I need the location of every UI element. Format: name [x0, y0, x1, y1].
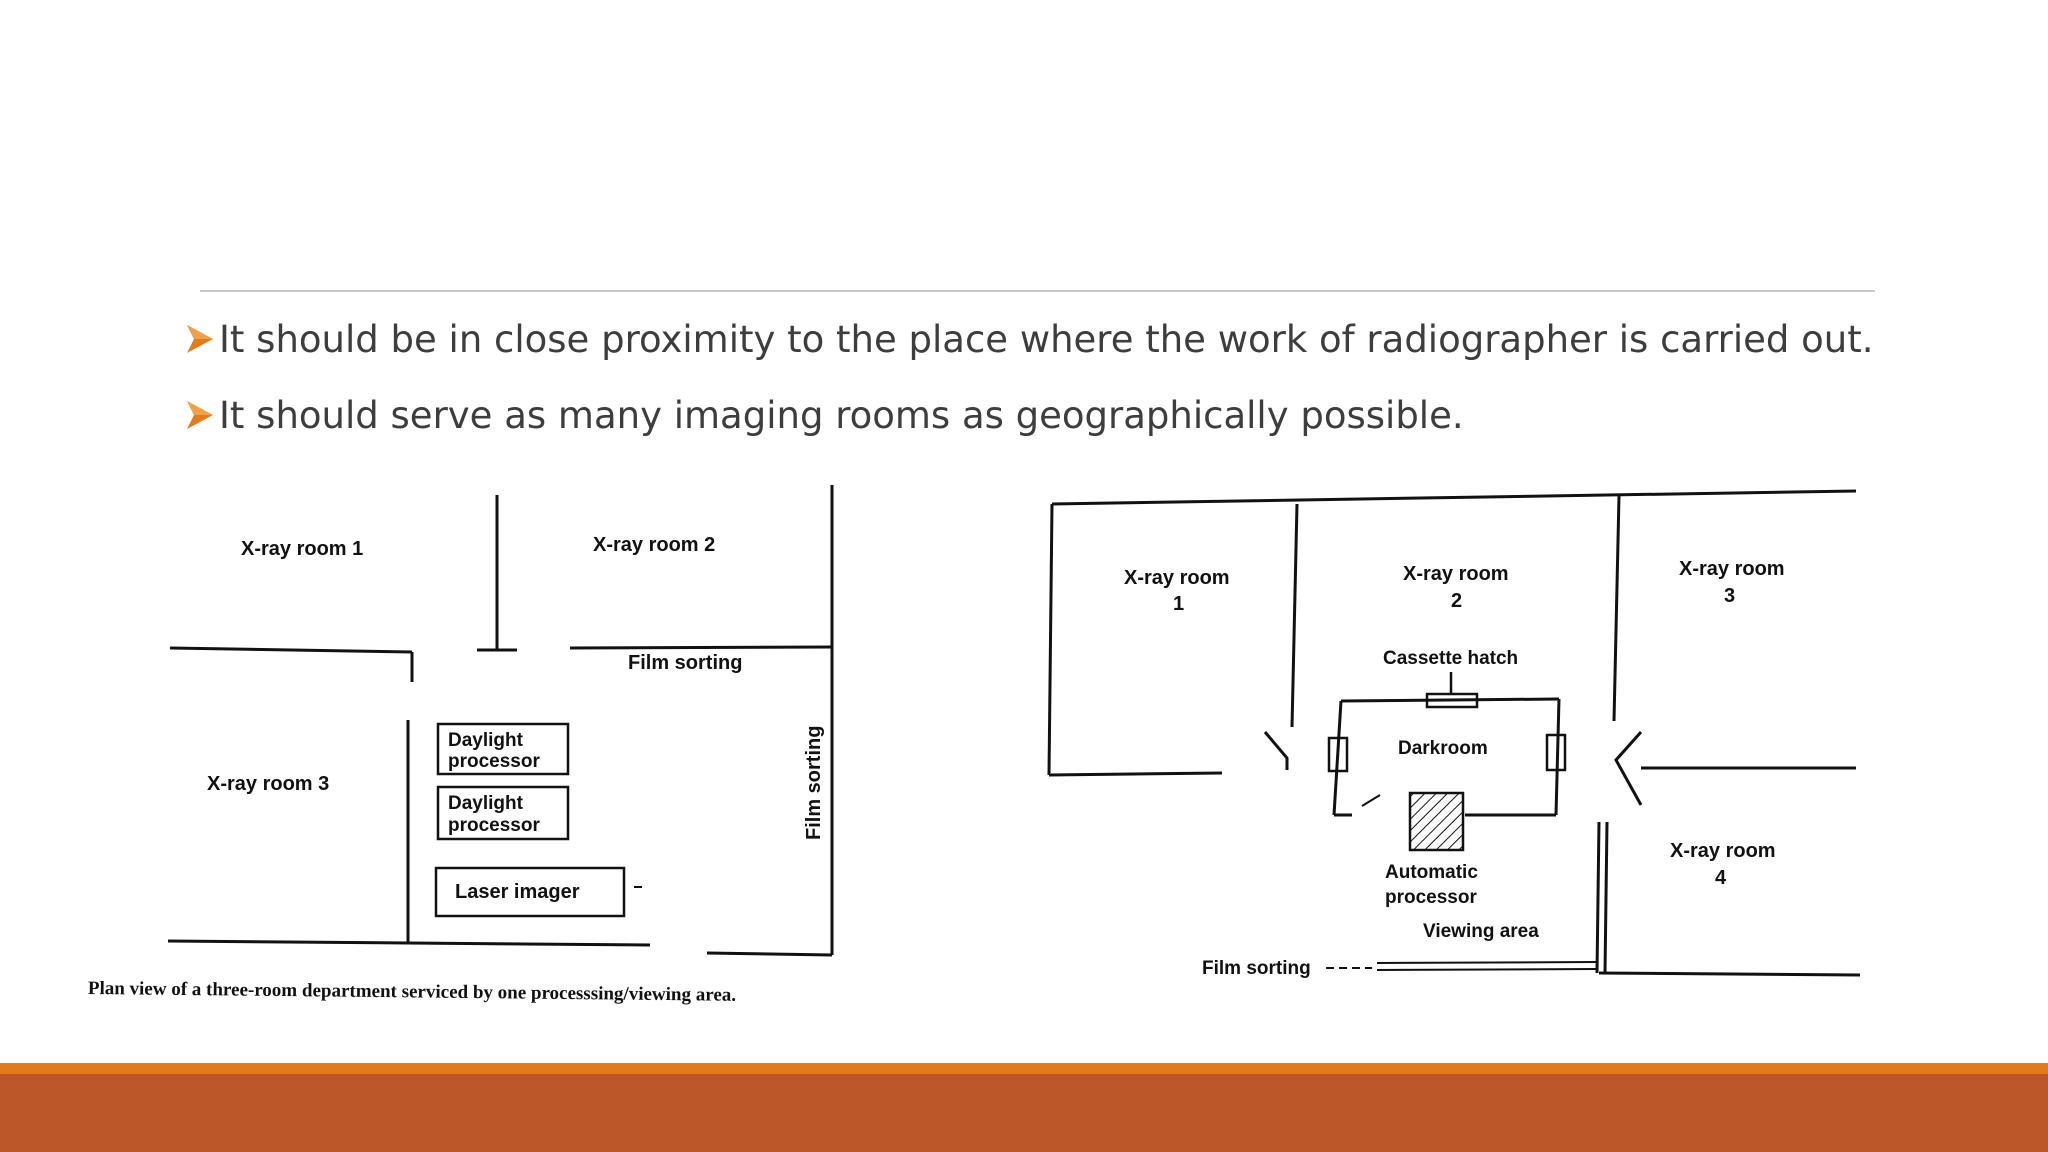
wall — [1292, 504, 1297, 727]
wall — [1597, 822, 1599, 973]
darkroom-wall — [1556, 699, 1559, 815]
equipment-label: Laser imager — [455, 881, 580, 903]
room-label: X-ray room — [1670, 840, 1776, 862]
wall — [1377, 969, 1597, 970]
footer-accent-stripe — [0, 1063, 2048, 1074]
area-label: Darkroom — [1398, 738, 1488, 759]
door-swing — [1362, 795, 1380, 806]
room-label: X-ray room — [1679, 558, 1785, 580]
wall — [707, 953, 832, 955]
wall — [168, 941, 408, 943]
area-label: Cassette hatch — [1383, 648, 1519, 669]
wall — [1605, 822, 1607, 973]
room-label: X-ray room — [1403, 563, 1509, 585]
area-label: Viewing area — [1423, 921, 1539, 942]
room-label: X-ray room 3 — [207, 773, 330, 795]
area-label: Film sorting — [628, 652, 743, 674]
wall — [1052, 491, 1856, 504]
wall — [1049, 504, 1052, 775]
equipment-label: Automatic — [1385, 862, 1478, 883]
wall — [1377, 962, 1597, 963]
door-swing — [1265, 732, 1287, 770]
room-label: 4 — [1715, 867, 1727, 889]
door-swing — [1616, 732, 1641, 805]
footer-band — [0, 1074, 2048, 1152]
wall — [408, 943, 650, 945]
room-label: 1 — [1173, 593, 1185, 615]
room-label: 3 — [1724, 585, 1736, 607]
equipment-label: processor — [448, 815, 540, 836]
area-label: Film sorting — [1202, 958, 1311, 979]
wall — [1614, 496, 1619, 721]
room-label: X-ray room — [1124, 567, 1230, 589]
bullet-text: It should serve as many imaging rooms as geographically possible. — [219, 393, 1464, 437]
figure-caption: Plan view of a three-room department serviced by one processsing/viewing area. — [87, 978, 737, 1006]
bullet-text: It should be in close proximity to the place where the work of radiographer is carried out. — [219, 317, 1874, 361]
darkroom-wall — [1341, 699, 1559, 701]
automatic-processor-box — [1410, 793, 1463, 850]
darkroom-wall — [1334, 701, 1341, 815]
equipment-label: processor — [448, 751, 540, 772]
wall — [570, 647, 832, 648]
equipment-label: processor — [1385, 887, 1477, 908]
equipment-label: Daylight — [448, 793, 523, 814]
left-plan-labels — [207, 534, 825, 903]
room-label: X-ray room 1 — [241, 538, 364, 560]
equipment-label: Daylight — [448, 730, 523, 751]
area-label-vertical: Film sorting — [803, 725, 825, 840]
room-label: 2 — [1451, 590, 1463, 612]
wall — [170, 648, 412, 652]
room-label: X-ray room 2 — [593, 534, 716, 556]
wall — [1599, 973, 1860, 975]
wall — [1049, 773, 1222, 775]
